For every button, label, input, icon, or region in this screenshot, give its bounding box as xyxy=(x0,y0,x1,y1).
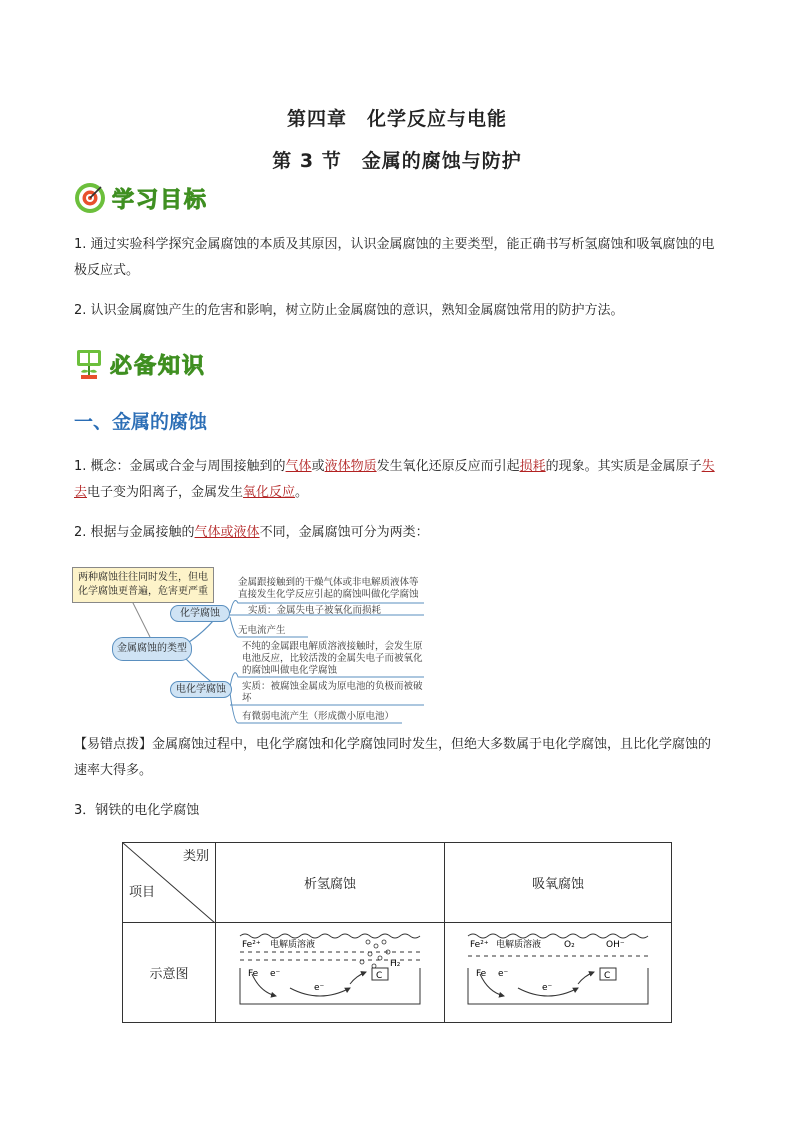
o2-electron-label-1: e⁻ xyxy=(498,968,509,979)
objectives-badge xyxy=(74,182,208,214)
paragraph-concept xyxy=(74,454,724,506)
p1-text: 或 xyxy=(311,459,325,474)
mindmap-chemical-current: 无电流产生 xyxy=(238,625,286,636)
section-title: 第 3 节 金属的腐蚀与防护 xyxy=(272,150,522,172)
chapter-title: 第四章 化学反应与电能 xyxy=(286,108,507,130)
p1-text: 1. 概念：金属或合金与周围接触到的 xyxy=(74,459,286,474)
h2-fe-label: Fe xyxy=(248,968,259,979)
objective-1: 1. 通过实验科学探究金属腐蚀的本质及其原因，认识金属腐蚀的主要类型，能正确书写析氢腐蚀和吸氧腐蚀的电极反应式。 xyxy=(74,237,715,278)
o2-fe-label: Fe xyxy=(476,968,487,979)
objective-2: 2. 认识金属腐蚀产生的危害和影响，树立防止金属腐蚀的意识，熟知金属腐蚀常用的防护方法。 xyxy=(74,303,624,318)
hydrogen-diagram-cell xyxy=(216,923,445,1023)
h2-electron-label-1: e⁻ xyxy=(270,968,281,979)
knowledge-badge xyxy=(74,348,206,380)
mindmap-center: 金属腐蚀的类型 xyxy=(112,637,192,661)
p1-blank-liquid: 液体物质 xyxy=(324,459,377,474)
p1-text: 的现象。其实质是金属原子 xyxy=(545,459,702,474)
hydrogen-corrosion-diagram xyxy=(230,928,430,1014)
mindmap-electrochemical-current: 有微弱电流产生（形成微小原电池） xyxy=(242,711,395,722)
table-header-hydrogen: 析氢腐蚀 xyxy=(216,843,445,923)
mindmap-chemical: 化学腐蚀 xyxy=(170,605,230,622)
table-header-oxygen: 吸氧腐蚀 xyxy=(445,843,672,923)
p2-blank: 气体或液体 xyxy=(194,525,260,540)
mindmap-chemical-definition: 金属跟接触到的干燥气体或非电解质液体等直接发生化学反应引起的腐蚀叫做化学腐蚀 xyxy=(238,577,419,600)
o2-carbon-label: C xyxy=(604,970,611,981)
o2-fe-ion-label: Fe²⁺ xyxy=(470,939,489,950)
table-corner-cell xyxy=(123,843,216,923)
o2-gas-label: O₂ xyxy=(564,939,575,950)
corrosion-table xyxy=(122,842,672,1023)
h2-electron-label-2: e⁻ xyxy=(314,982,325,993)
paragraph-steel: 3．钢铁的电化学腐蚀 xyxy=(74,803,200,818)
mindmap-electrochemical: 电化学腐蚀 xyxy=(170,681,232,698)
p1-text: 。 xyxy=(295,485,309,500)
mindmap-note: 两种腐蚀往往同时发生，但电化学腐蚀更普遍，危害更严重 xyxy=(72,567,214,603)
error-tip xyxy=(74,732,724,784)
corrosion-mindmap xyxy=(72,565,432,727)
table-corner-bottom: 项目 xyxy=(129,885,156,900)
h2-carbon-label: C xyxy=(376,970,383,981)
table-row-label: 示意图 xyxy=(123,923,216,1023)
mindmap-chemical-essence: 实质：金属失电子被氧化而损耗 xyxy=(248,605,382,616)
book-plant-icon xyxy=(74,348,104,380)
h2-solution-label: 电解质溶液 xyxy=(270,939,316,950)
target-icon xyxy=(74,182,106,214)
p1-blank-gas: 气体 xyxy=(285,459,312,474)
oxygen-corrosion-diagram xyxy=(458,928,658,1014)
heading-metal-corrosion: 一、金属的腐蚀 xyxy=(74,411,208,433)
tip-label: 【易错点拨】 xyxy=(74,737,153,752)
paragraph-types xyxy=(74,520,724,546)
o2-hydroxide-label: OH⁻ xyxy=(606,939,625,950)
p1-blank-loss: 损耗 xyxy=(519,459,546,474)
table-corner-top: 类别 xyxy=(182,849,209,864)
p1-blank-oxidation: 氧化反应 xyxy=(243,485,296,500)
p1-text: 发生氧化还原反应而引起 xyxy=(376,459,520,474)
h2-gas-label: H₂ xyxy=(390,958,401,969)
o2-solution-label: 电解质溶液 xyxy=(496,939,542,950)
p2-text: 不同，金属腐蚀可分为两类： xyxy=(259,525,429,540)
objectives-badge-label: 学习目标 xyxy=(112,187,209,213)
h2-fe-ion-label: Fe²⁺ xyxy=(242,939,261,950)
knowledge-badge-label: 必备知识 xyxy=(110,353,207,379)
p2-text: 2. 根据与金属接触的 xyxy=(74,525,195,540)
tip-text: 金属腐蚀过程中，电化学腐蚀和化学腐蚀同时发生，但绝大多数属于电化学腐蚀，且比化学腐蚀的速率大得多。 xyxy=(74,737,712,778)
oxygen-diagram-cell xyxy=(445,923,672,1023)
mindmap-electrochemical-definition: 不纯的金属跟电解质溶液接触时，会发生原电池反应，比较活泼的金属失电子而被氧化的腐蚀叫做电化学腐蚀 xyxy=(242,641,423,676)
p1-text: 电子变为阳离子，金属发生 xyxy=(87,485,244,500)
o2-electron-label-2: e⁻ xyxy=(542,982,553,993)
mindmap-electrochemical-essence: 实质：被腐蚀金属成为原电池的负极而被破坏 xyxy=(242,681,423,704)
p1-blank-lose: 失去 xyxy=(74,459,715,500)
